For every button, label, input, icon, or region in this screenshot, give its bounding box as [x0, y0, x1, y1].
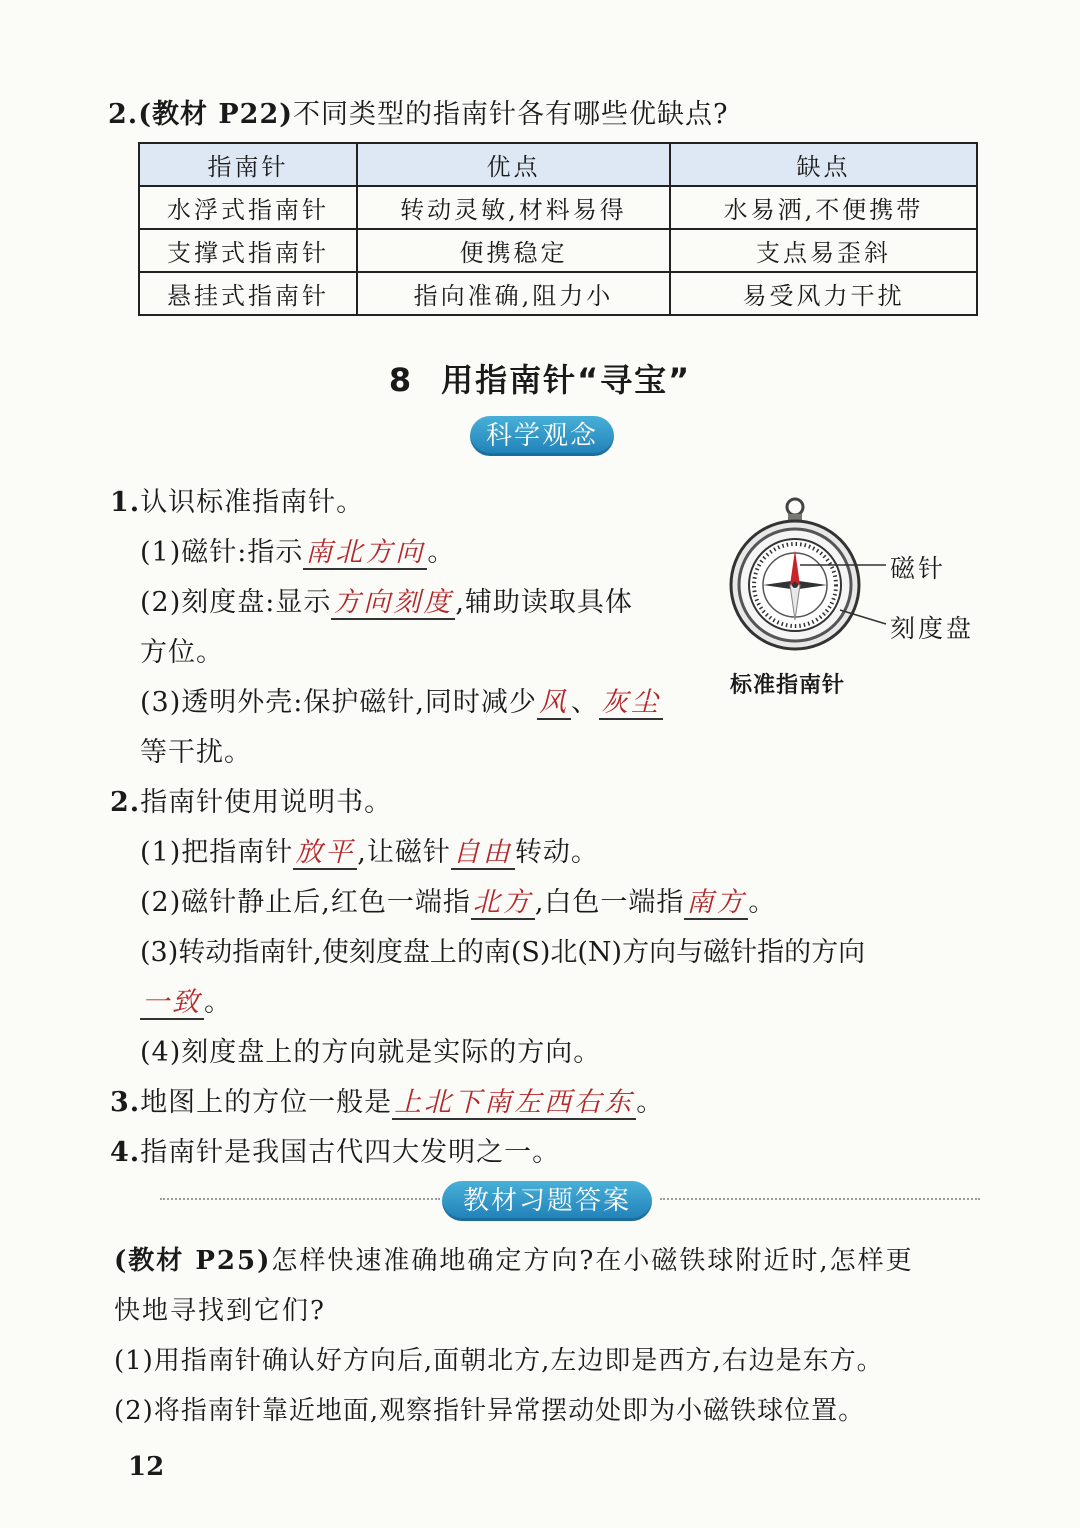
section-number: 8 — [388, 361, 414, 399]
table-cell: 支撑式指南针 — [139, 229, 357, 272]
item-1-part-2-cont: 方位。 — [140, 637, 224, 668]
text: 、 — [570, 687, 599, 718]
table-header-cell: 优点 — [357, 143, 670, 186]
question-number: 2. — [108, 99, 139, 130]
table-cell: 悬挂式指南针 — [139, 272, 357, 315]
item-3 — [110, 1080, 664, 1119]
question-text: 不同类型的指南针各有哪些优缺点? — [293, 99, 729, 130]
item-1-part-1 — [140, 530, 455, 569]
text: ,让磁针 — [357, 837, 451, 868]
answer-blank: 放平 — [295, 837, 356, 868]
text: (2)磁针静止后,红色一端指 — [140, 887, 471, 918]
exercise-question-line-1 — [114, 1240, 914, 1277]
table-header-cell: 缺点 — [670, 143, 977, 186]
figure-caption: 标准指南针 — [730, 673, 846, 698]
science-concept-badge: 科学观念 — [470, 416, 614, 456]
question-source: (教材 P22) — [138, 99, 294, 130]
item-text: 指南针是我国古代四大发明之一。 — [140, 1137, 561, 1168]
item-2-step-4: (4)刻度盘上的方向就是实际的方向。 — [140, 1037, 602, 1068]
item-1-part-3-cont: 等干扰。 — [140, 737, 252, 768]
text: ,辅助读取具体 — [455, 587, 633, 618]
compass-comparison-table — [138, 142, 978, 316]
item-text: 指南针使用说明书。 — [140, 787, 393, 818]
item-number: 2. — [110, 787, 141, 818]
compass-icon — [731, 499, 886, 649]
table-cell: 水浮式指南针 — [139, 186, 357, 229]
item-text: 认识标准指南针。 — [140, 487, 365, 518]
table-row — [139, 272, 977, 315]
table-cell: 指向准确,阻力小 — [357, 272, 670, 315]
item-1-part-2 — [140, 580, 633, 619]
item-2-step-1 — [140, 830, 599, 869]
item-2-step-3-cont — [140, 980, 232, 1019]
answer-blank: 自由 — [452, 837, 513, 868]
item-2-step-3: (3)转动指南针,使刻度盘上的南(S)北(N)方向与磁针指的方向 — [140, 937, 866, 968]
item-2-step-2 — [140, 880, 776, 919]
exercise-answer-1: (1)用指南针确认好方向后,面朝北方,左边即是西方,右边是东方。 — [114, 1346, 884, 1376]
table-cell: 便携稳定 — [357, 229, 670, 272]
answer-blank: 方向刻度 — [333, 587, 454, 618]
answer-blank: 一致 — [142, 987, 202, 1018]
answer-blank: 灰尘 — [600, 687, 661, 718]
dial-label: 刻度盘 — [890, 614, 975, 643]
text: 地图上的方位一般是 — [140, 1087, 393, 1118]
item-2-title — [110, 780, 392, 819]
text: (1)把指南针 — [140, 837, 294, 868]
textbook-answers-badge: 教材习题答案 — [442, 1181, 652, 1221]
item-number: 1. — [110, 487, 141, 518]
section-title — [0, 355, 1080, 401]
text: ,白色一端指 — [534, 887, 685, 918]
item-number: 3. — [110, 1087, 141, 1118]
item-4 — [110, 1130, 560, 1169]
text: (2)刻度盘:显示 — [140, 587, 332, 618]
item-1-title — [110, 480, 364, 519]
table-row — [139, 186, 977, 229]
question-2-heading — [108, 92, 729, 131]
answer-blank: 风 — [538, 687, 569, 718]
text: (3)透明外壳:保护磁针,同时减少 — [140, 687, 537, 718]
text: 。 — [636, 1087, 665, 1118]
table-cell: 转动灵敏,材料易得 — [357, 186, 670, 229]
exercise-question-line-2: 快地寻找到它们? — [114, 1296, 326, 1326]
item-number: 4. — [110, 1137, 141, 1168]
section-title-text: 用指南针“寻宝” — [441, 361, 692, 399]
answer-blank: 北方 — [472, 887, 533, 918]
text: (1)磁针:指示 — [140, 537, 304, 568]
table-row — [139, 229, 977, 272]
exercise-source: (教材 P25) — [114, 1246, 272, 1276]
text: 。 — [204, 987, 232, 1018]
answer-blank: 南北方向 — [305, 537, 426, 568]
page-number: 12 — [128, 1452, 165, 1482]
dotted-divider-left — [160, 1198, 440, 1202]
text: 转动。 — [514, 837, 599, 868]
needle-label: 磁针 — [890, 554, 947, 583]
table-header-cell: 指南针 — [139, 143, 357, 186]
exercise-answer-2: (2)将指南针靠近地面,观察指针异常摆动处即为小磁铁球位置。 — [114, 1396, 866, 1426]
text: 怎样快速准确地确定方向?在小磁铁球附近时,怎样更 — [271, 1246, 914, 1276]
item-1-part-3 — [140, 680, 663, 719]
table-cell: 水易洒,不便携带 — [670, 186, 977, 229]
table-header-row — [139, 143, 977, 186]
table-cell: 易受风力干扰 — [670, 272, 977, 315]
text: 。 — [427, 537, 456, 568]
dotted-divider-right — [660, 1198, 980, 1202]
answer-blank: 上北下南左西右东 — [394, 1087, 635, 1118]
answer-blank: 南方 — [686, 887, 747, 918]
text: 。 — [748, 887, 777, 918]
table-cell: 支点易歪斜 — [670, 229, 977, 272]
